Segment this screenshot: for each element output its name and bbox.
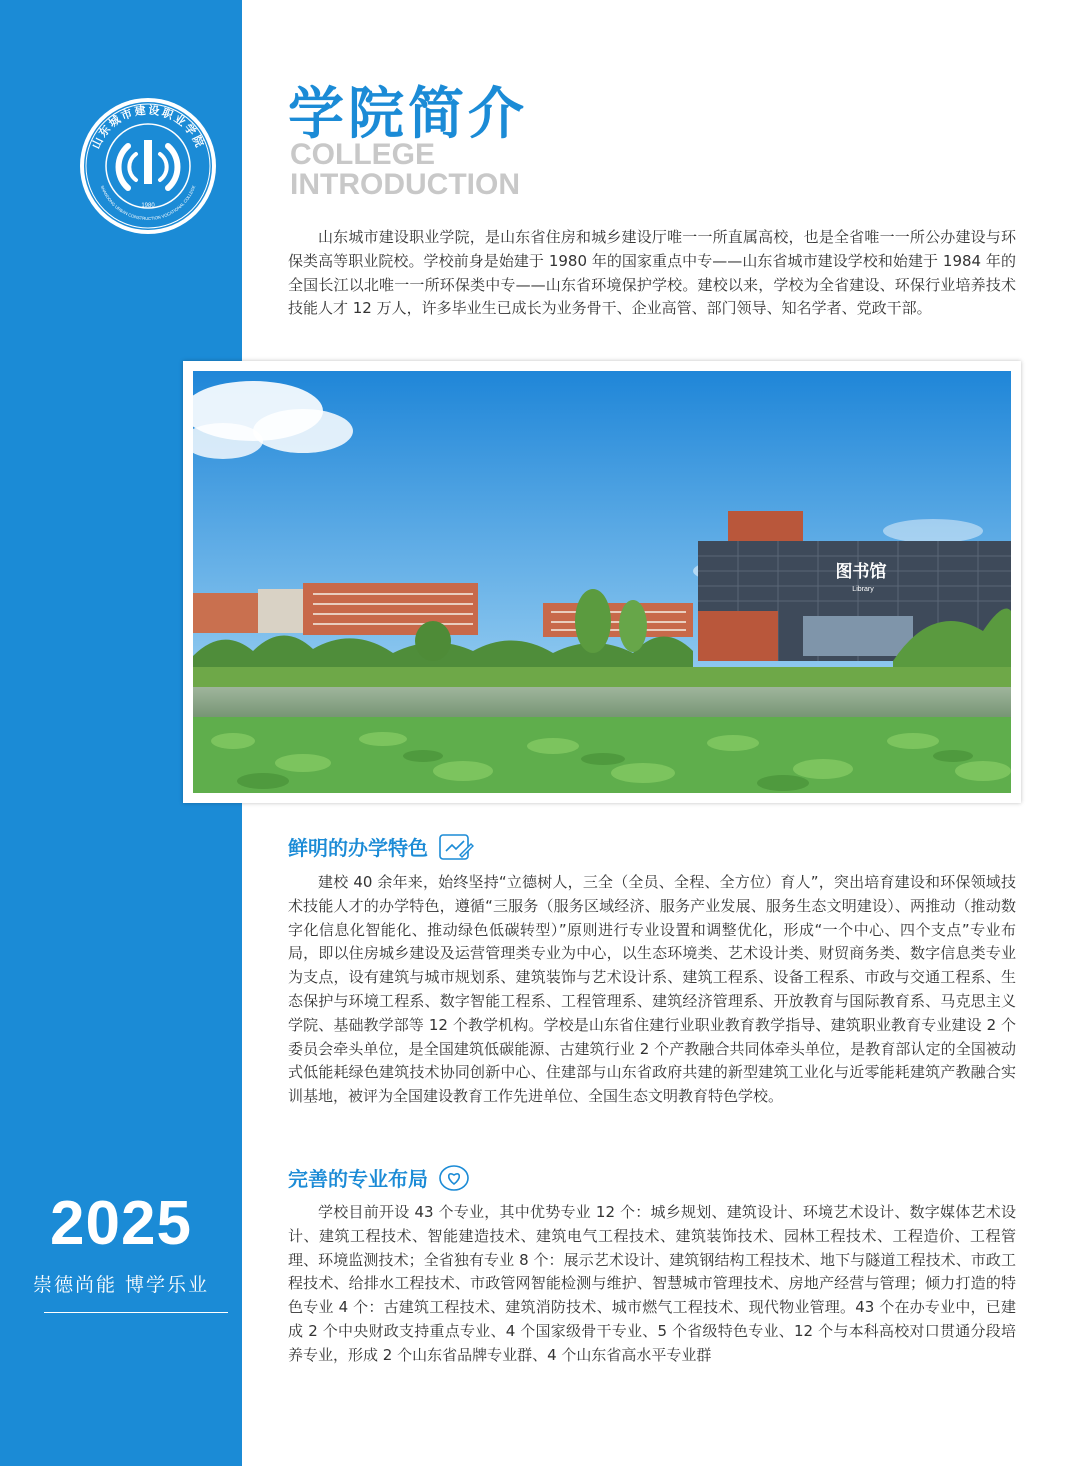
library-sign-en: Library xyxy=(852,586,874,593)
section-heading-majors xyxy=(288,1163,474,1192)
page-title-en xyxy=(290,140,520,200)
library-sign: 图书馆 xyxy=(835,562,887,582)
year-label: 2025 xyxy=(50,1189,192,1258)
section-title-features: 鲜明的办学特色 xyxy=(288,836,428,860)
majors-paragraph: 学校目前开设 43 个专业，其中优势专业 12 个：城乡规划、建筑设计、环境艺术设计、数字媒体艺术设计、建筑工程技术、智能建造技术、建筑电气工程技术、建筑装饰技术、园林工程技术、工程造价、工程管理、环境监测技术；全省独有专业 8 个：展示艺术设计、建筑钢结构工程技术、地下与隧道工程技术、市政工程技术、给排水工程技术、市政管网智能检测与维护、智慧城市管理技术、房地产经营与管理；倾力打造的特色专业 4 个：古建筑工程技术、建筑消防技术、城市燃气工程技术、现代物业管理。43 个在办专业中，已建成 2 个中央财政支持重点专业、4 个国家级骨干专业、5 个省级特色专业、12 个与本科高校对口贯通分段培养专业，形成 2 个山东省品牌专业群、4 个山东省高水平专业群 xyxy=(288,1203,1016,1364)
features-paragraph: 建校 40 余年来，始终坚持“立德树人，三全（全员、全程、全方位）育人”，突出培育建设和环保领域技术技能人才的办学特色，遵循“三服务（服务区域经济、服务产业发展、服务生态文明建设）、两推动（推动数字化信息化智能化、推动绿色低碳转型）”原则进行专业设置和调整优化，形成“一个中心、四个支点”专业布局，即以住房城乡建设及运营管理类专业为中心，以生态环境类、艺术设计类、财贸商务类、数字信息类专业为支点，设有建筑与城市规划系、建筑装饰与艺术设计系、建筑工程系、设备工程系、市政与交通工程系、生态保护与环境工程系、数字智能工程系、工程管理系、建筑经济管理系、开放教育与国际教育系、马克思主义学院、基础教学部等 12 个教学机构。学校是山东省住建行业职业教育教学指导、建筑职业教育专业建设 2 个委员会牵头单位，是全国建筑低碳能源、古建筑行业 2 个产教融合共同体牵头单位，是教育部认定的全国被动式低能耗绿色建筑技术协同创新中心、住建部与山东省政府共建的新型建筑工业化与近零能耗建筑产教融合实训基地，被评为全国建设教育工作先进单位、全国生态文明教育特色学校。 xyxy=(288,873,1016,1106)
page-title: 学院简介 xyxy=(288,82,528,147)
logo-year: 1980 xyxy=(141,203,155,209)
college-logo xyxy=(78,96,218,236)
heart-icon xyxy=(438,1164,474,1192)
intro-paragraph: 山东城市建设职业学院，是山东省住房和城乡建设厅唯一一所直属高校，也是全省唯一一所公办建设与环保类高等职业院校。学校前身是始建于 1980 年的国家重点中专——山东省城市建设学校和始建于 1984 年的全国长江以北唯一一所环保类中专——山东省环境保护学校。建校以来，学校为全省建设、环保行业培养技术技能人才 12 万人，许多毕业生已成长为业务骨干、企业高管、部门领导、知名学者、党政干部。 xyxy=(288,228,1016,318)
section-heading-features xyxy=(288,832,474,861)
title-en-line2: INTRODUCTION xyxy=(290,168,520,201)
section-title-majors: 完善的专业布局 xyxy=(288,1167,428,1191)
edit-icon xyxy=(438,833,474,861)
logo-bottom-text: SHANDONG URBAN CONSTRUCTION VOCATIONAL COLLEGE xyxy=(99,184,197,222)
title-en-line1: COLLEGE xyxy=(290,138,436,171)
motto-divider xyxy=(44,1312,228,1313)
logo-arc-text: 山东城市建设职业学院 xyxy=(89,103,207,151)
motto: 崇德尚能 博学乐业 xyxy=(32,1274,210,1296)
campus-photo xyxy=(183,361,1021,803)
